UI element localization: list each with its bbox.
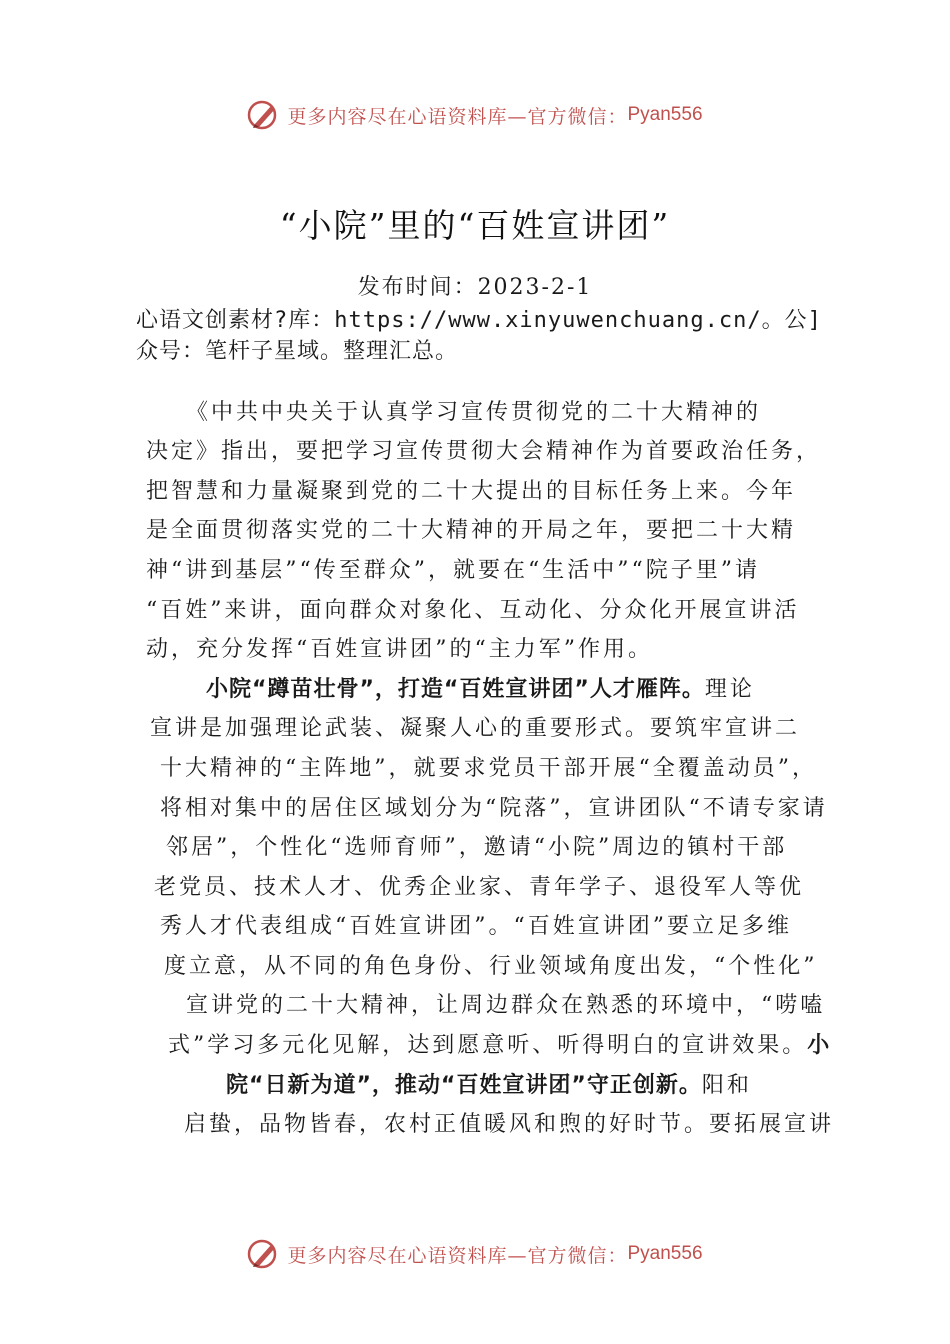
footer-banner-text: 更多内容尽在心语资料库—官方微信： — [287, 1244, 628, 1267]
publish-time: 发布时间：2023-2-1 — [357, 275, 593, 300]
p2-line: 秀人才代表组成“百姓宣讲团”。“百姓宣讲团”要立足多维 — [160, 914, 792, 939]
p2-first-line — [206, 675, 755, 705]
header-banner-text: 更多内容尽在心语资料库—官方微信： — [287, 105, 628, 128]
p3-line: 启蛰，品物皆春，农村正值暖风和煦的好时节。要拓展宣讲 — [184, 1112, 835, 1137]
pen-logo-icon — [247, 1237, 281, 1271]
p2-last-text: 式”学习多元化见解，达到愿意听、听得明白的宣讲效果。 — [168, 1033, 808, 1058]
p1-line: 把智慧和力量凝聚到党的二十大提出的目标任务上来。今年 — [146, 479, 797, 504]
p1-line: “百姓”来讲，面向群众对象化、互动化、分众化开展宣讲活 — [146, 598, 800, 623]
p1-line: 神“讲到基层”“传至群众”，就要在“生活中”“院子里”请 — [146, 558, 760, 583]
pen-logo-icon — [247, 98, 281, 132]
p1-line: 动，充分发挥“百姓宣讲团”的“主力军”作用。 — [146, 637, 653, 662]
p3-heading: 院“日新为道”，推动“百姓宣讲团”守正创新。 — [226, 1073, 702, 1098]
p2-line: 宣讲党的二十大精神，让周边群众在熟悉的环境中，“唠嗑 — [186, 993, 826, 1018]
p2-line: 宣讲是加强理论武装、凝聚人心的重要形式。要筑牢宣讲二 — [150, 716, 801, 741]
footer-banner — [0, 1234, 950, 1274]
p1-line: 是全面贯彻落实党的二十大精神的开局之年，要把二十大精 — [146, 518, 797, 543]
p2-line: 将相对集中的居住区域划分为“院落”，宣讲团队“不请专家请 — [160, 796, 828, 821]
source-note: 心语文创素材?库：https://www.xinyuwenchuang.cn/。公]众号：笔杆子星域。整理汇总。 — [136, 308, 822, 364]
p3-first-line — [226, 1071, 752, 1101]
p3-heading-start: 小 — [807, 1033, 831, 1058]
p2-line-with-heading — [168, 1031, 830, 1061]
p2-heading: 小院“蹲苗壮骨”，打造“百姓宣讲团”人才雁阵。 — [206, 677, 705, 702]
p1-line: 决定》指出，要把学习宣传贯彻大会精神作为首要政治任务， — [146, 439, 822, 464]
p2-line: 十大精神的“主阵地”，就要求党员干部开展“全覆盖动员”， — [160, 756, 817, 781]
article-title: “小院”里的“百姓宣讲团” — [279, 206, 671, 245]
p2-first-rest: 理论 — [704, 677, 755, 702]
p3-first-rest: 阳和 — [701, 1073, 752, 1098]
p2-line: 度立意，从不同的角色身份、行业领域角度出发，“个性化” — [164, 954, 818, 979]
header-banner — [0, 95, 950, 135]
footer-wechat-id: Pyan556 — [627, 1243, 703, 1264]
p2-line: 老党员、技术人才、优秀企业家、青年学子、退役军人等优 — [154, 875, 805, 900]
header-wechat-id: Pyan556 — [627, 104, 703, 125]
p2-line: 邻居”，个性化“选师育师”，邀请“小院”周边的镇村干部 — [166, 835, 788, 860]
p1-line: 《中共中央关于认真学习宣传贯彻党的二十大精神的 — [186, 400, 762, 425]
